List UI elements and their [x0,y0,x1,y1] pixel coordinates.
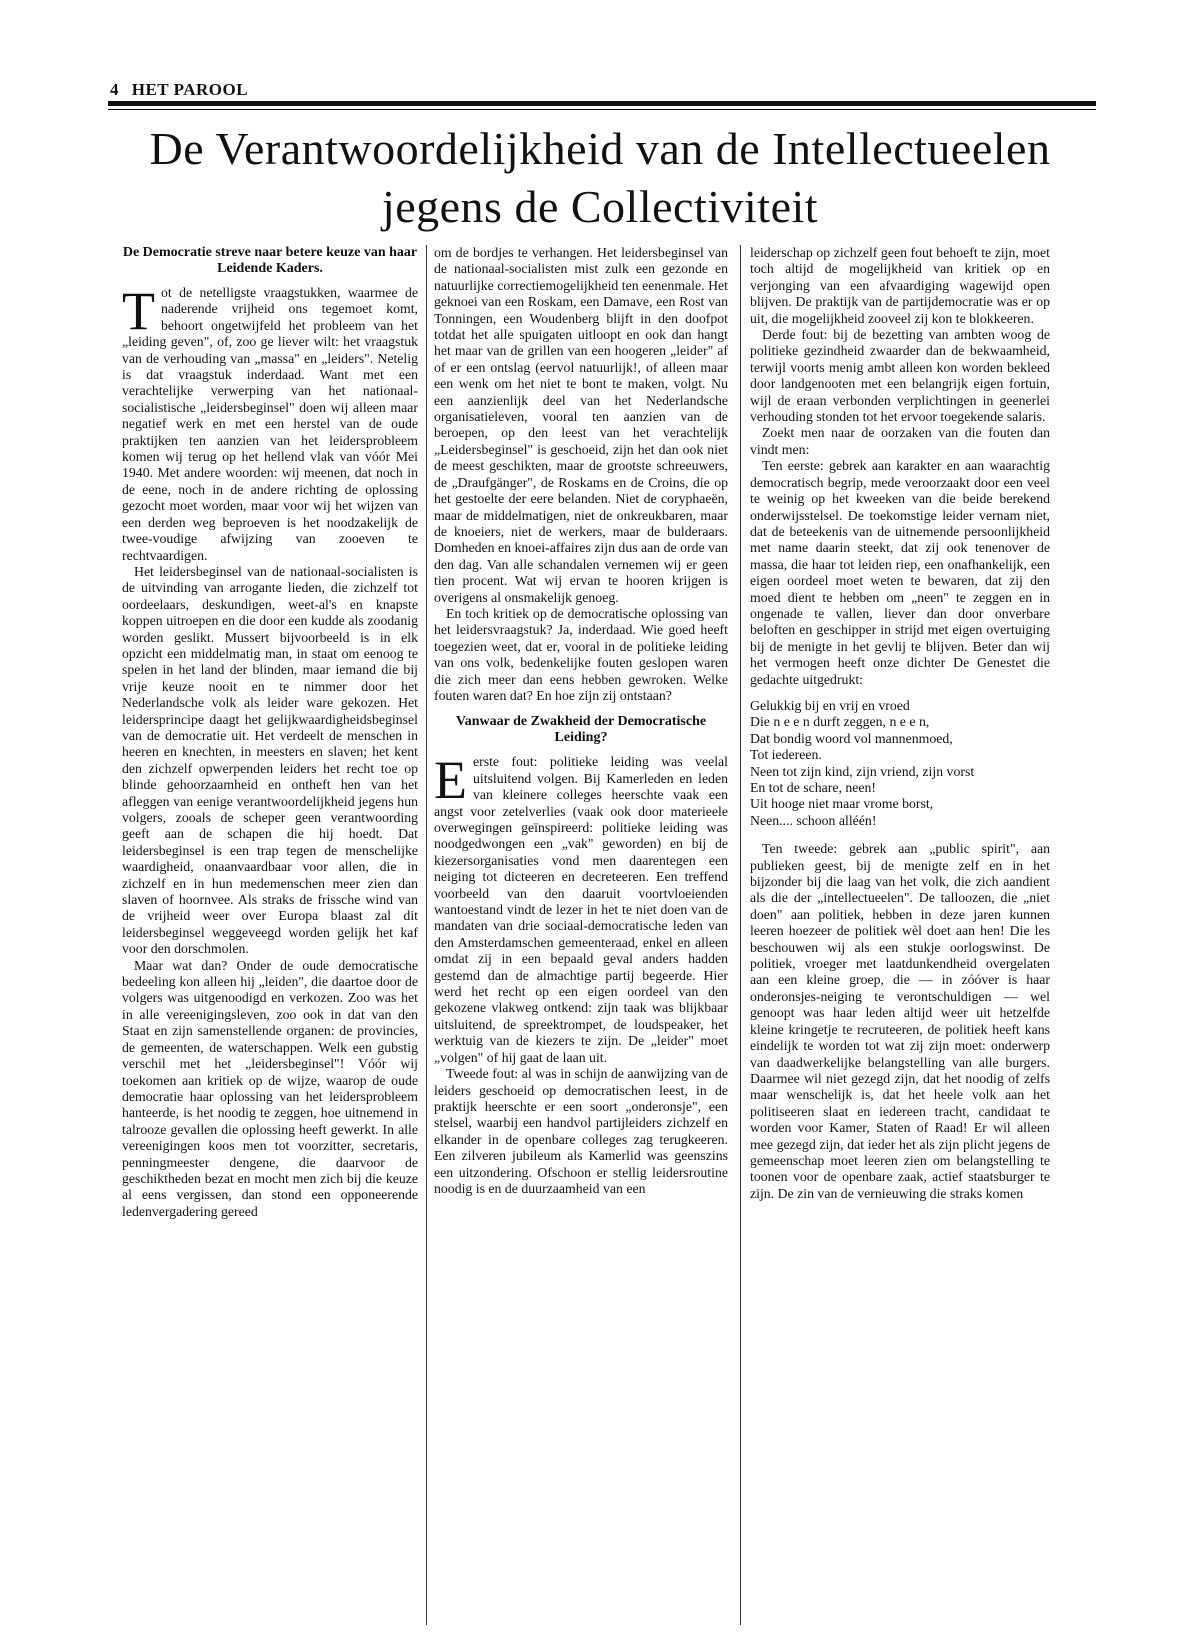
poem-line: Dat bondig woord vol mannenmoed, [750,730,953,746]
drop-cap: E [434,750,467,811]
paragraph: Het leidersbeginsel van de nationaal-socialisten is de uitvinding van arrogante lieden, die zichzelf tot oordeelaars, deskundigen, weet-al's en knapste koppen uitroepen en die door een kudde als zoodanig worden geslikt. Mussert bijvoorbeeld is in elk opzicht een middelmatig man, in staat om eenoog te spelen in het land der blinden, maar iemand die bij vrije keuze nooit en te nimmer door het Nederlandsche volk als leider ware gekozen. Het leidersprincipe daagt het gelijkwaardigheidsbeginsel van de democratie uit. Het verdeelt de menschen in heeren en knechten, in meesters en slaven; het kent den zichzelf opwerpenden leiders het recht toe op blinde gehoorzaamheid en ontheft hen van het afleggen van eenige verantwoordelijkheid jegens hun volgers, zooals de scheper geen verantwoording geeft aan de schapen die hij hoedt. Dat leidersbeginsel is een trap tegen de menschelijke waardigheid, onaanvaardbaar voor allen, die in zichzelf en in hun medemenschen meer zien dan slaven of hoornvee. Als straks de frissche wind van de vrijheid weer over Europa blaast zal dit leidersbeginsel weggeveegd worden gelijk het kaf voor den dorschmolen. [122,563,418,957]
poem-line: En tot de schare, neen! [750,780,877,795]
paragraph: Zoekt men naar de oorzaken van die fouten dan vindt men: [750,425,1050,457]
header-rule [108,101,1096,106]
paragraph: En toch kritiek op de democratische oplossing van het leidersvraagstuk? Ja, inderdaad. Wie goed heeft toegezien weet, dat er, vooral in de politieke leiding van ons volk, bedenkelijke fouten geslopen waren die zich meer dan eens hebben gewroken. Welke fouten waren dat? En hoe zijn zij ontstaan? [434,605,728,703]
paragraph: Tweede fout: al was in schijn de aanwijzing van de leiders geschoeid op democratischen leest, in de praktijk heerschte er een soort „onderonsje", een stelsel, waarbij een handvol partijleiders zichzelf en elkander in de openbare colleges zag terugkeeren. Een zilveren jubileum als Kamerlid was geenszins een uitzondering. Ofschoon er stellig leidersroutine noodig is en de duurzaamheid van een [434,1066,728,1196]
page-number: 4 [110,80,119,99]
poem-line: Tot iedereen. [750,747,822,763]
paragraph: Derde fout: bij de bezetting van ambten woog de politieke gezindheid zwaarder dan de bekwaamheid, terwijl voorts menig ambt alleen kon worden bekleed door landgenooten met een belangrijk eigen fortuin, wijl de eraan verbonden verplichtingen in geenerlei verhouding stonden tot het ervoor toegekende salaris. [750,327,1050,425]
poem-line: Neen.... schoon alléén! [750,812,877,828]
subheading: Vanwaar de Zwakheid der Democratische Leiding? [455,714,707,746]
paragraph [122,281,418,564]
column-divider [740,245,741,1625]
paragraph: Ten eerste: gebrek aan karakter en aan waarachtig democratisch begrip, mede veroorzaakt door een veel te weinig op het kweeken van die beide berekend onderwijsstelsel. De toekomstige leider vernam niet, dat de beteekenis van de uitnemende persoonlijkheid met name daarin steekt, dat zij ook tenenover de massa, die haar tot leiden riep, een onafhankelijk, een eigen oordeel moet weten te bewaren, dat zij den moed dient te hebben om „neen" te zeggen en in ongenade te vallen, liever dan door onverbare beloften en geschipper in strijd met eigen overtuiging bij de menigte in het gevlij te blijven. Beter dan wij het vermogen heeft onze dichter De Genestet die gedachte uitgedrukt: [750,458,1050,687]
poem-line: Die n e e n durft zeggen, n e e n, [750,714,930,730]
header-rule-thin [108,109,1096,110]
paragraph [434,750,728,1066]
paragraph-text: erste fout: politieke leiding was veelal uitsluitend volgen. Bij Kamerleden en leden van kleinere colleges heerschte vaak een angst voor zetelverlies (vaak ook door materieele overwegingen geïnspireerd: politieke leiding was noodgedwongen een „vak" geworden) en bij de kiezersorganisaties vond men daarentegen een neiging tot dicteeren en decreteeren. Een treffend voorbeeld van den daaruit voortvloeienden wantoestand vindt de lezer in het te niet doen van de mandaten van drie sociaal-democratische leden van den Amsterdamschen gemeenteraad, enkel en alleen omdat zij in een bepaald geval anders hadden gestemd dan de almachtige partij begeerde. Hier werd het recht op een eigen oordeel van den gekozene vlakweg ontkend: zijn taak was blijkbaar uitsluitend, de spreektrompet, de loudspeaker, het werktuig van de kiezers te zijn. De „leider" moet „volgen" of hij gaat de laan uit. [434,754,728,1065]
poem-line: Uit hooge niet maar vrome borst, [750,796,934,812]
drop-cap: T [122,281,155,341]
poem-line: Neen tot zijn kind, zijn vriend, zijn vorst [750,763,975,779]
paragraph: Ten tweede: gebrek aan „public spirit", aan publieken geest, bij de menigte zelf en in het bijzonder bij die laag van het volk, die zich aandient als die der „intellectueelen". De talloozen, die „niet doen" aan politiek, hebben in deze jaren kunnen leeren hoezeer de politiek wèl doet aan hen! Die les beschouwen wij als een stukje oorlogswinst. De politiek, vroeger met laatdunkendheid overgelaten aan een kleine groep, die — in zóóver is haar onderonsjes-neiging te verontschuldigen — wel genoopt was haar leden altijd weer uit hetzelfde kleine kringetje te recruteeren, de politiek heeft kans eindelijk te worden tot wat zij zijn moet: onderwerp van daadwerkelijke belangstelling van alle burgers. Daarmee wil niet gezegd zijn, dat het noodig of zelfs maar wenschelijk is, dat het heele volk aan het politiseeren slaat en iedereen tracht, candidaat te worden voor Kamer, Staten of Raad! Er wil alleen mee gezegd zijn, dat ieder het als zijn plicht jegens de gemeenschap moet leeren zien om belangstelling te toonen voor de openbare zaak, actief staatsburger te zijn. De zin van de vernieuwing die straks komen [750,841,1050,1201]
masthead: HET PAROOL [131,80,249,99]
subheading: De Democratie streve naar betere keuze van haar Leidende Kaders. [122,245,418,276]
page-header [110,80,248,100]
paragraph: om de bordjes te verhangen. Het leidersbeginsel van de nationaal-socialisten mist zulk een gezonde en natuurlijke correctiemogelijkheid ten eenenmale. Het geknoei van een Roskam, een Damave, een Rost van Tonningen, een Woudenberg blijft in den doofpot totdat het alle spuigaten uitloopt en ook dan hangt het maar van de grillen van een hoogeren „leider" af of er een ontslag (eervol natuurlijk!, of alleen maar een wenk om het niet te bont te maken, volgt. Nu een aanzienlijk deel van het Nederlandsche organisatieleven, vooral ten aanzien van de beroepen, op den leest van het verachtelijk „Leidersbeginsel" is geschoeid, zijn het dan ook niet de meest geschikten, maar de grootste schreeuwers, de „Draufgänger", de Roskams en de Croins, die op het gestoelte der eere belanden. Niet de coryphaeën, maar de middelmatigen, niet de onkreukbaren, maar de knoeiers, niet de werkers, maar de bulderaars. Domheden en knoei-affaires zijn dus aan de orde van den dag. Van alle schandalen vernemen wij er geen tien procent. Wat wij ervan te hooren krijgen is overigens al onsmakelijk genoeg. [434,245,728,605]
title-line-2: jegens de Collectiviteit [381,181,819,232]
poem-line: Gelukkig bij en vrij en vroed [750,697,910,713]
column-2 [434,245,728,1197]
paragraph: leiderschap op zichzelf geen fout behoeft te zijn, moet toch altijd de mogelijkheid van kritiek op en verjonging van een afvaardiging wagewijd open blijven. De praktijk van de partijdemocratie was er op uit, die mogelijkheid zooveel zij kon te blokkeeren. [750,245,1050,326]
column-3 [750,245,1050,1202]
column-1 [122,245,418,1220]
paragraph: Maar wat dan? Onder de oude democratische bedeeling kon alleen hij „leiden", die daartoe door de volgers was uitgenoodigd en verkozen. Zoo was het in alle vereenigingsleven, zoo ook in dat van den Staat en zijn samenstellende organen: de provincies, de gemeenten, de waterschappen. Welk een gubstig verschil met het „leidersbeginsel"! Vóór wij toekomen aan kritiek op de wijze, waarop de oude democratie haar oplossing van het leidersprobleem hanteerde, is het noodig te zeggen, hoe uitnemend in talrooze gevallen die oplossing heeft gewerkt. In alle vereenigingen koos men tot voorzitter, secretaris, penningmeester dengene, die daarvoor de geschiktheden bezat en mocht men zich bij die keuze al eens vergissen, dan stond een opponeerende ledenvergadering gereed [122,957,418,1219]
poem [750,698,1050,829]
column-divider [426,245,427,1625]
paragraph-text: ot de netelligste vraagstukken, waarmee de naderende vrijheid ons tegemoet komt, behoort ongetwijfeld het probleem van het „leiding geven", of, zoo ge liever wilt: het vraagstuk van de verhouding van „massa" en „leiders". Netelig is dat vraagstuk inderdaad. Want met een verachtelijke verwerping van het nationaal-socialistische „leidersbeginsel" doen wij alleen maar negatief werk en met een herstel van de oude praktijken ten aanzien van het leidersprobleem komen wij terug op het hellend vlak van vóór Mei 1940. Met andere woorden: wij meenen, dat noch in de eene, noch in de andere richting de oplossing gezocht moet worden, maar voor wij het wijzen van een derden weg beproeven is het noodzakelijk de twee-voudige afwijzing van zooeven te rechtvaardigen. [122,285,418,563]
title-line-1: De Verantwoordelijkheid van de Intellectueelen [149,123,1051,174]
article-title [100,120,1100,236]
